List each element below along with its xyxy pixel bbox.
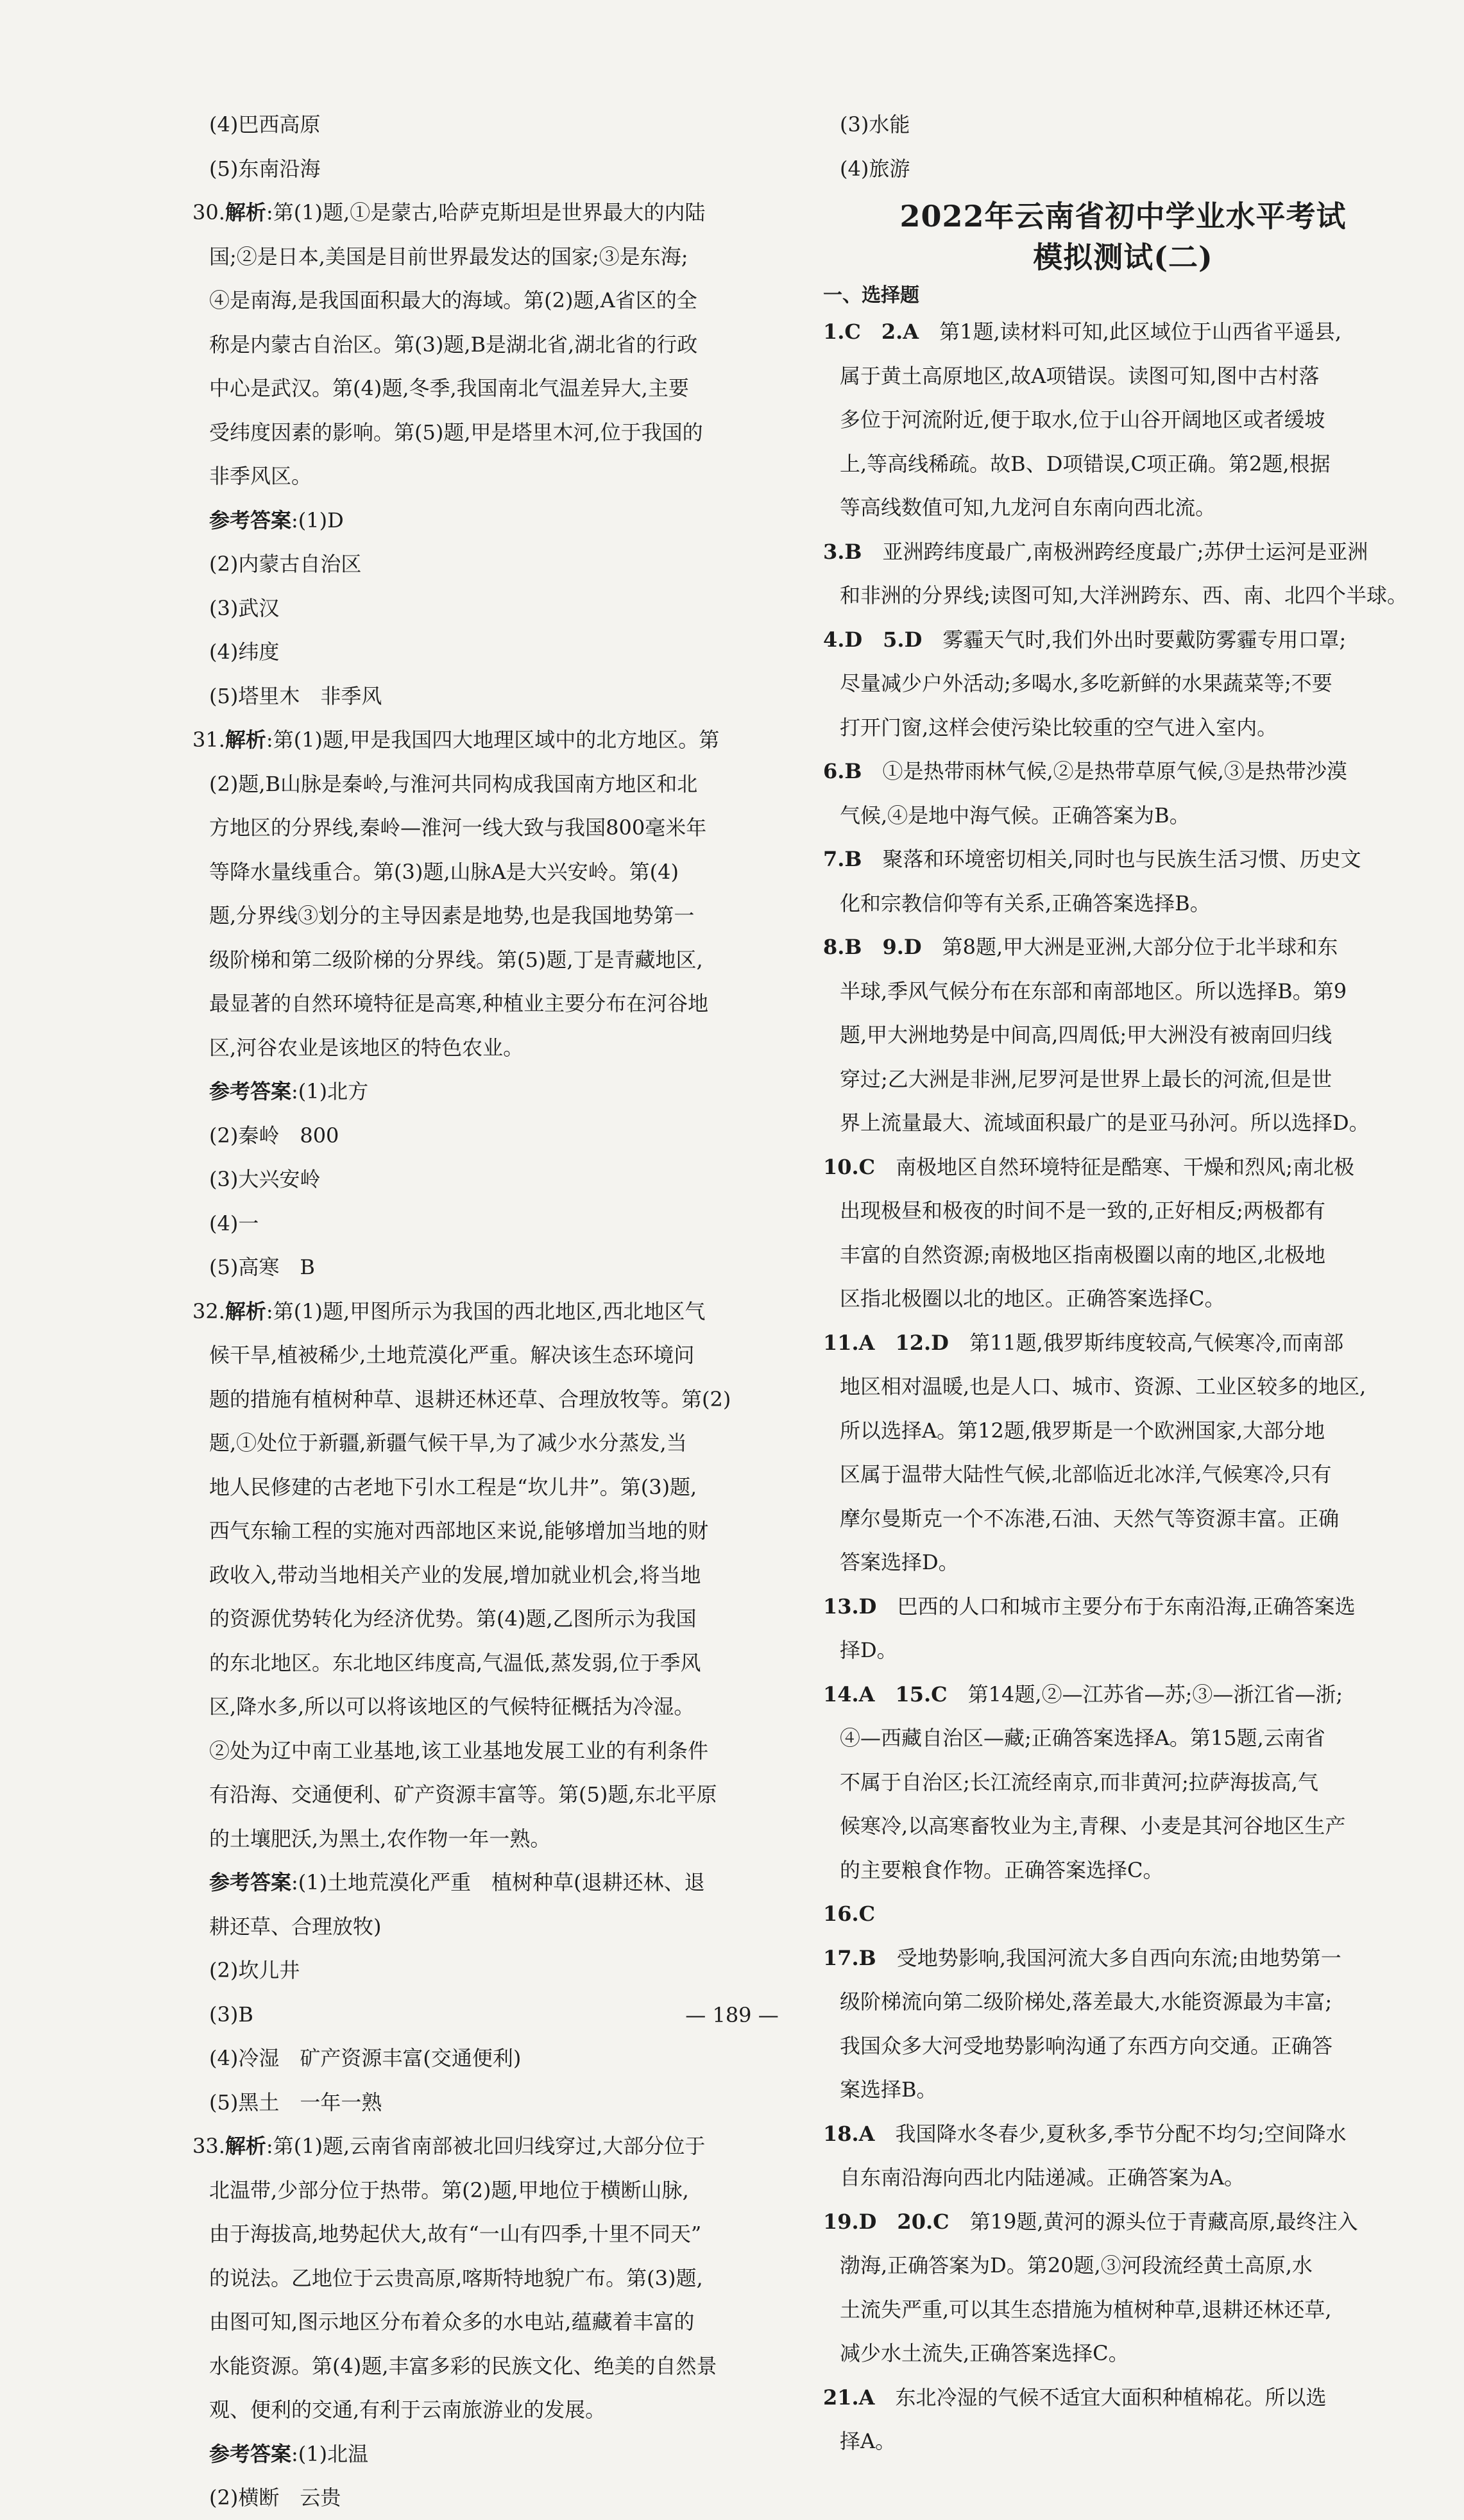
question-number: 32.	[192, 1298, 225, 1324]
item-text: 区属于温带大陆性气候,北部临近北冰洋,气候寒冷,只有	[840, 1462, 1332, 1486]
analysis-text: 最显著的自然环境特征是高寒,种植业主要分布在河谷地	[209, 991, 709, 1016]
item-text: 所以选择A。第12题,俄罗斯是一个欧洲国家,大部分地	[840, 1418, 1325, 1443]
analysis-text: 有沿海、交通便利、矿产资源丰富等。第(5)题,东北平原	[209, 1782, 717, 1807]
answer-line: (3)大兴安岭	[209, 1167, 321, 1191]
answer-line: (5)东南沿海	[209, 156, 321, 181]
analysis-text: 地人民修建的古老地下引水工程是“坎儿井”。第(3)题,	[209, 1474, 697, 1499]
item-text: 答案选择D。	[840, 1550, 959, 1574]
answer-line: (3)B	[209, 2002, 253, 2027]
item-text: 界上流量最大、流域面积最广的是亚马孙河。所以选择D。	[840, 1111, 1370, 1135]
analysis-text: 题,分界线③划分的主导因素是地势,也是我国地势第一	[209, 903, 695, 928]
item-text: 尽量减少户外活动;多喝水,多吃新鲜的水果蔬菜等;不要	[840, 671, 1332, 695]
answer-line: (2)坎儿井	[209, 1958, 300, 1982]
analysis-text: 级阶梯和第二级阶梯的分界线。第(5)题,丁是青藏地区,	[209, 947, 703, 972]
item-11-12	[823, 1321, 1423, 1585]
answer-line: (2)内蒙古自治区	[209, 552, 362, 576]
item-text: 渤海,正确答案为D。第20题,③河段流经黄土高原,水	[840, 2253, 1313, 2277]
item-1-2	[823, 310, 1423, 530]
answer-label: 参考答案	[209, 2441, 292, 2466]
analysis-text: 候干旱,植被稀少,土地荒漠化严重。解决该生态环境问	[209, 1343, 695, 1367]
answer-line: (1)D	[298, 507, 344, 532]
left-column	[192, 103, 792, 2520]
item-text: 第1题,读材料可知,此区域位于山西省平遥县,	[939, 319, 1342, 344]
answer-line: (5)高寒 B	[209, 1255, 315, 1279]
item-text: 气候,④是地中海气候。正确答案为B。	[840, 803, 1190, 828]
analysis-text: 的土壤肥沃,为黑土,农作物一年一熟。	[209, 1826, 551, 1851]
analysis-text: 中心是武汉。第(4)题,冬季,我国南北气温差异大,主要	[209, 376, 689, 400]
answer-line: (5)黑土 一年一熟	[209, 2090, 382, 2115]
item-answer-head: 19.D 20.C	[823, 2209, 949, 2234]
item-text: ①是热带雨林气候,②是热带草原气候,③是热带沙漠	[882, 759, 1347, 783]
item-10	[823, 1145, 1423, 1321]
analysis-text: 第(1)题,甲是我国四大地理区域中的北方地区。第	[273, 728, 720, 752]
item-text: 不属于自治区;长江流经南京,而非黄河;拉萨海拔高,气	[840, 1769, 1318, 1794]
item-text: 第19题,黄河的源头位于青藏高原,最终注入	[969, 2209, 1358, 2234]
item-7	[823, 837, 1423, 925]
item-text: 东北冷湿的气候不适宜大面积种植棉花。所以选	[895, 2385, 1327, 2410]
analysis-text: 西气东输工程的实施对西部地区来说,能够增加当地的财	[209, 1519, 709, 1543]
analysis-text: 的东北地区。东北地区纬度高,气温低,蒸发弱,位于季风	[209, 1650, 701, 1675]
item-text: 自东南沿海向西北内陆递减。正确答案为A。	[840, 2165, 1245, 2190]
answer-line: (4)冷湿 矿产资源丰富(交通便利)	[209, 2046, 522, 2070]
analysis-text: 北温带,少部分位于热带。第(2)题,甲地位于横断山脉,	[209, 2177, 689, 2202]
item-text: 属于黄土高原地区,故A项错误。读图可知,图中古村落	[840, 363, 1320, 388]
item-answer-head: 11.A 12.D	[823, 1330, 949, 1355]
page-number: — 189 —	[685, 2003, 779, 2027]
analysis-label: 解析	[225, 2134, 266, 2158]
answer-line: (4)巴西高原	[209, 112, 321, 137]
item-text: 丰富的自然资源;南极地区指南极圈以南的地区,北极地	[840, 1242, 1325, 1267]
analysis-text: 的说法。乙地位于云贵高原,喀斯特地貌广布。第(3)题,	[209, 2265, 703, 2290]
item-answer-head: 1.C 2.A	[823, 319, 919, 344]
item-text: 区指北极圈以北的地区。正确答案选择C。	[840, 1286, 1225, 1311]
question-33: 33.解析:第(1)题,云南省南部被北回归线穿过,大部分位于 北温带,少部分位于热带。第(2)题,甲地位于横断山脉, 由于海拔高,地势起伏大,故有“一山有四季,十里不同天” 的说法。乙地位于云贵高原,喀斯特地貌广布。第(3)题, 由图可知,图示地区分布着众多的水电站,蕴藏着丰富的 水能资源。第(4)题,丰富多彩的民族文化、绝美的自然景 观、便利的交通,有利于云南旅游业的发展。 参考答案:(1)北温 (2)横断 云贵	[192, 2124, 792, 2520]
analysis-label: 解析	[225, 200, 266, 225]
item-answer-head: 8.B 9.D	[823, 935, 922, 959]
answer-label: 参考答案	[209, 1079, 292, 1103]
analysis-text: 区,降水多,所以可以将该地区的气候特征概括为冷湿。	[209, 1694, 695, 1719]
question-32: 32.解析:第(1)题,甲图所示为我国的西北地区,西北地区气 候干旱,植被稀少,土地荒漠化严重。解决该生态环境问 题的措施有植树种草、退耕还林还草、合理放牧等。第(2) 题,①处位于新疆,新疆气候干旱,为了减少水分蒸发,当 地人民修建的古老地下引水工程是“坎儿井”。第(3)题, 西气东输工程的实施对西部地区来说,能够增加当地的财 政收入,带动当地相关产业的发展,增加就业机会,将当地 的资源优势转化为经济优势。第(4)题,乙图所示为我国 的东北地区。东北地区纬度高,气温低,蒸发弱,位于季风 区,降水多,所以可以将该地区的气候特征概括为冷湿。 ②处为辽中南工业基地,该工业基地发展工业的有利条件 有沿海、交通便利、矿产资源丰富等。第(5)题,东北平原 的土壤肥沃,为黑土,农作物一年一熟。 参考答案:(1)土地荒漠化严重 植树种草(退耕还林、退 耕还草、合理放牧) (2)坎儿井 (3)B (4)冷湿 矿产资源丰富(交通便利) (5)黑土 一年一熟	[192, 1290, 792, 2125]
item-answer-head: 4.D 5.D	[823, 627, 923, 652]
item-answer-head: 6.B	[823, 759, 862, 783]
answer-line: (5)塔里木 非季风	[209, 683, 382, 708]
analysis-text: 称是内蒙古自治区。第(3)题,B是湖北省,湖北省的行政	[209, 332, 698, 357]
item-answer-head: 13.D	[823, 1594, 877, 1619]
answer-label: 参考答案	[209, 507, 292, 532]
item-text: 第11题,俄罗斯纬度较高,气候寒冷,而南部	[969, 1330, 1344, 1355]
item-text: 择D。	[840, 1638, 898, 1662]
answer-line: (3)武汉	[209, 595, 280, 620]
item-text: 第14题,②—江苏省—苏;③—浙江省—浙;	[967, 1681, 1343, 1707]
item-text: 聚落和环境密切相关,同时也与民族生活习惯、历史文	[882, 847, 1361, 871]
item-19-20	[823, 2200, 1423, 2376]
analysis-label: 解析	[225, 1298, 266, 1324]
item-text: 上,等高线稀疏。故B、D项错误,C项正确。第2题,根据	[840, 451, 1331, 476]
analysis-text: 政收入,带动当地相关产业的发展,增加就业机会,将当地	[209, 1562, 701, 1587]
item-text: ④—西藏自治区—藏;正确答案选择A。第15题,云南省	[840, 1726, 1325, 1750]
item-text: 题,甲大洲地势是中间高,四周低;甲大洲没有被南回归线	[840, 1023, 1332, 1047]
question-30: 30.解析:第(1)题,①是蒙古,哈萨克斯坦是世界最大的内陆 国;②是日本,美国是目前世界最发达的国家;③是东海; ④是南海,是我国面积最大的海域。第(2)题,A省区的全 称是内蒙古自治区。第(3)题,B是湖北省,湖北省的行政 中心是武汉。第(4)题,冬季,我国南北气温差异大,主要 受纬度因素的影响。第(5)题,甲是塔里木河,位于我国的 非季风区。 参考答案:(1)D (2)内蒙古自治区 (3)武汉 (4)纬度 (5)塔里木 非季风	[192, 191, 792, 718]
analysis-text: 第(1)题,①是蒙古,哈萨克斯坦是世界最大的内陆	[273, 200, 706, 225]
question-number: 33.	[192, 2134, 225, 2158]
analysis-text: 题,①处位于新疆,新疆气候干旱,为了减少水分蒸发,当	[209, 1431, 687, 1455]
item-text: 地区相对温暖,也是人口、城市、资源、工业区较多的地区,	[840, 1374, 1366, 1399]
item-6	[823, 749, 1423, 837]
exam-title-line-2: 模拟测试(二)	[1033, 240, 1213, 275]
analysis-text: ②处为辽中南工业基地,该工业基地发展工业的有利条件	[209, 1738, 709, 1763]
item-text: 土流失严重,可以其生态措施为植树种草,退耕还林还草,	[840, 2297, 1332, 2322]
analysis-text: 由于海拔高,地势起伏大,故有“一山有四季,十里不同天”	[209, 2222, 702, 2246]
analysis-text: 由图可知,图示地区分布着众多的水电站,蕴藏着丰富的	[209, 2310, 695, 2334]
question-31: 31.解析:第(1)题,甲是我国四大地理区域中的北方地区。第 (2)题,B山脉是秦岭,与淮河共同构成我国南方地区和北 方地区的分界线,秦岭—淮河一线大致与我国800毫米年 等降水量线重合。第(3)题,山脉A是大兴安岭。第(4) 题,分界线③划分的主导因素是地势,也是我国地势第一 级阶梯和第二级阶梯的分界线。第(5)题,丁是青藏地区, 最显著的自然环境特征是高寒,种植业主要分布在河谷地 区,河谷农业是该地区的特色农业。 参考答案:(1)北方 (2)秦岭 800 (3)大兴安岭 (4)一 (5)高寒 B	[192, 718, 792, 1290]
analysis-text: 第(1)题,云南省南部被北回归线穿过,大部分位于	[273, 2134, 706, 2158]
analysis-text: 区,河谷农业是该地区的特色农业。	[209, 1035, 524, 1060]
item-text: 我国众多大河受地势影响沟通了东西方向交通。正确答	[840, 2033, 1333, 2058]
answer-line: (2)横断 云贵	[209, 2485, 341, 2510]
item-text: 多位于河流附近,便于取水,位于山谷开阔地区或者缓坡	[840, 407, 1325, 432]
item-text: 巴西的人口和城市主要分布于东南沿海,正确答案选	[897, 1594, 1356, 1619]
analysis-text: 受纬度因素的影响。第(5)题,甲是塔里木河,位于我国的	[209, 420, 703, 445]
item-text: 案选择B。	[840, 2077, 937, 2102]
item-text: 亚洲跨纬度最广,南极洲跨经度最广;苏伊士运河是亚洲	[882, 539, 1368, 564]
analysis-text: (2)题,B山脉是秦岭,与淮河共同构成我国南方地区和北	[209, 771, 698, 796]
item-8-9	[823, 925, 1423, 1145]
item-text: 化和宗教信仰等有关系,正确答案选择B。	[840, 890, 1211, 915]
item-answer-head: 21.A	[823, 2385, 875, 2410]
item-text: 打开门窗,这样会使污染比较重的空气进入室内。	[840, 715, 1278, 740]
item-answer-head: 3.B	[823, 539, 862, 564]
analysis-text: 的资源优势转化为经济优势。第(4)题,乙图所示为我国	[209, 1606, 697, 1631]
item-answer-head: 7.B	[823, 847, 862, 871]
item-answer-head: 14.A 15.C	[823, 1681, 948, 1707]
answer-line: (1)北温	[298, 2441, 369, 2466]
answer-line: (4)纬度	[209, 640, 280, 664]
question-number: 31.	[192, 728, 225, 752]
exam-title	[823, 196, 1423, 278]
item-3	[823, 530, 1423, 618]
answer-line: (4)旅游	[840, 156, 910, 181]
analysis-text: 等降水量线重合。第(3)题,山脉A是大兴安岭。第(4)	[209, 859, 679, 884]
item-4-5	[823, 618, 1423, 750]
item-text: 半球,季风气候分布在东部和南部地区。所以选择B。第9	[840, 978, 1347, 1003]
item-text: 的主要粮食作物。正确答案选择C。	[840, 1857, 1164, 1882]
question-number: 30.	[192, 200, 225, 225]
analysis-text: 非季风区。	[209, 464, 312, 488]
item-text: 出现极昼和极夜的时间不是一致的,正好相反;两极都有	[840, 1198, 1325, 1223]
item-text: 受地势影响,我国河流大多自西向东流;由地势第一	[896, 1945, 1341, 1970]
item-answer-head: 10.C	[823, 1154, 876, 1179]
answer-line: (1)土地荒漠化严重 植树种草(退耕还林、退	[298, 1870, 705, 1894]
item-text: 等高线数值可知,九龙河自东南向西北流。	[840, 495, 1216, 520]
item-21	[823, 2376, 1423, 2464]
right-column	[823, 103, 1423, 2464]
analysis-text: 第(1)题,甲图所示为我国的西北地区,西北地区气	[273, 1298, 706, 1324]
answer-line: (4)一	[209, 1211, 259, 1236]
item-text: 减少水土流失,正确答案选择C。	[840, 2341, 1129, 2365]
item-text: 候寒冷,以高寒畜牧业为主,青稞、小麦是其河谷地区生产	[840, 1814, 1346, 1838]
item-13	[823, 1585, 1423, 1673]
analysis-label: 解析	[225, 728, 266, 752]
item-answer-head: 16.C	[823, 1902, 876, 1926]
item-16	[823, 1892, 1423, 1936]
item-answer-head: 18.A	[823, 2121, 875, 2146]
answer-line: 耕还草、合理放牧)	[209, 1914, 382, 1939]
answer-line: (2)秦岭 800	[209, 1123, 339, 1148]
analysis-text: ④是南海,是我国面积最大的海域。第(2)题,A省区的全	[209, 288, 697, 312]
item-text: 第8题,甲大洲是亚洲,大部分位于北半球和东	[942, 935, 1338, 959]
item-text: 和非洲的分界线;读图可知,大洋洲跨东、西、南、北四个半球。	[840, 583, 1408, 608]
analysis-text: 题的措施有植树种草、退耕还林还草、合理放牧等。第(2)	[209, 1386, 731, 1411]
item-text: 择A。	[840, 2429, 896, 2453]
item-text: 南极地区自然环境特征是酷寒、干燥和烈风;南北极	[896, 1154, 1354, 1179]
item-14-15	[823, 1673, 1423, 1893]
section-heading: 一、选择题	[823, 284, 919, 307]
item-text: 摩尔曼斯克一个不冻港,石油、天然气等资源丰富。正确	[840, 1506, 1340, 1531]
analysis-text: 方地区的分界线,秦岭—淮河一线大致与我国800毫米年	[209, 815, 707, 840]
answer-line: (3)水能	[840, 112, 910, 137]
answer-line: (1)北方	[298, 1079, 369, 1103]
analysis-text: 观、便利的交通,有利于云南旅游业的发展。	[209, 2397, 606, 2422]
item-answer-head: 17.B	[823, 1945, 876, 1970]
analysis-text: 水能资源。第(4)题,丰富多彩的民族文化、绝美的自然景	[209, 2353, 717, 2378]
exam-title-line-1: 2022年云南省初中学业水平考试	[899, 199, 1347, 234]
item-text: 级阶梯流向第二级阶梯处,落差最大,水能资源最为丰富;	[840, 1989, 1332, 2014]
item-text: 我国降水冬春少,夏秋多,季节分配不均匀;空间降水	[895, 2121, 1347, 2146]
item-18	[823, 2112, 1423, 2200]
answer-label: 参考答案	[209, 1870, 292, 1894]
analysis-text: 国;②是日本,美国是目前世界最发达的国家;③是东海;	[209, 244, 688, 269]
item-text: 穿过;乙大洲是非洲,尼罗河是世界上最长的河流,但是世	[840, 1066, 1332, 1091]
item-text: 雾霾天气时,我们外出时要戴防雾霾专用口罩;	[942, 627, 1347, 652]
